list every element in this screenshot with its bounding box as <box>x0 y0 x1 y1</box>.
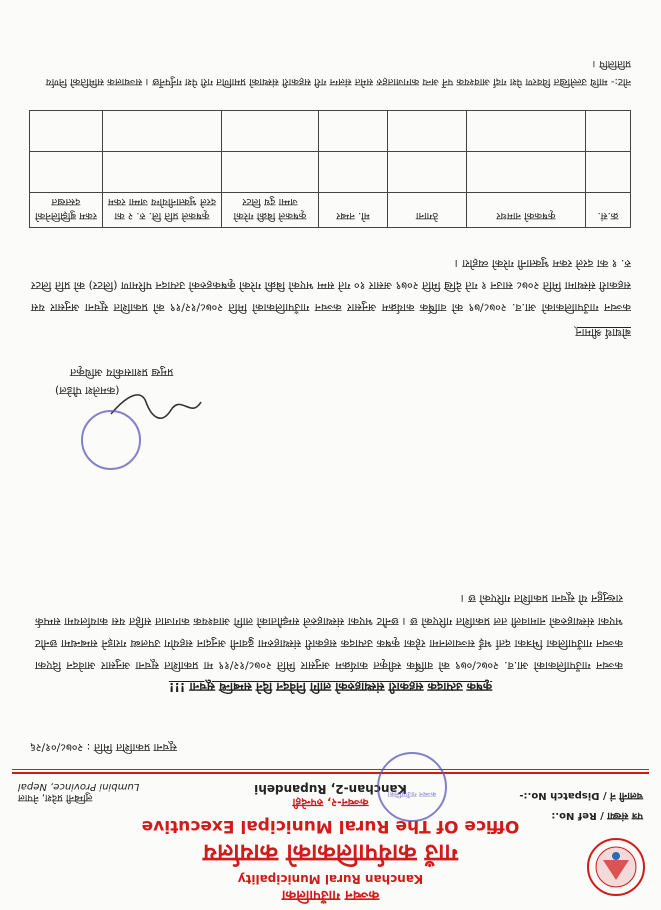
header-divider <box>12 772 649 774</box>
table-cell <box>586 111 631 152</box>
table-cell <box>319 152 388 193</box>
table-header: कृषकले प्रति लि. रु. २ का दरले भुक्तानीयोग्य जम्मा रकम <box>103 193 222 228</box>
table-cell <box>467 111 586 152</box>
table-cell <box>222 111 319 152</box>
table-cell <box>388 111 467 152</box>
table-header: मो. नम्बर <box>319 193 388 228</box>
stamp-text: कञ्चन गाउँपालिका <box>387 790 437 798</box>
table-cell <box>467 152 586 193</box>
signatory-designation: प्रमुख प्रशासकीय अधिकृत <box>70 366 174 379</box>
table-header: कृषकको नामथर <box>467 193 586 228</box>
table-cell <box>319 111 388 152</box>
table-row <box>30 152 631 193</box>
notice-body: कञ्चन गाउँपालिकाको आ.व. २०७८/०७९ को वार्षिक स्वीकृत कार्यक्रम अनुसार मिति २०७८/१२/१९ मा प्रकाशित सूचना अनुसार आवेदन दिएका कञ्चन गाउँपालिका भित्रका दर्ता भई सञ्चालनमा रहेका कृषक उत्पादक सहकारी संस्थाहरुमा ढुवानी अनुदान सहयोग उपलब्ध गराइने सम्बन्धमा छनौट भएका संस्थाहरुको नामावली तल प्रकाशित गरिएको छ । छनौट भएका संस्थाहरुले सम्झौताको लागि आवश्यक कागजात सहित यस कार्यालयमा सम्पर्क राख्नुहुन यो सूचना प्रकाशित गरिएको छ । <box>35 592 623 672</box>
table-cell <box>388 152 467 193</box>
cc-body: कञ्चन गाउँपालिकाको आ.व. २०७८/७९ को वार्षिक कार्यक्रम अनुसार कञ्चन गाउँपालिकाको मिति २०७८/१२/१९ को प्रकाशित सूचना अनुसार यस सहकारी संस्थामा मिति २०७८ साउन १ गते देखि मिति २०७९ असार १० गते सम्म भएको बिक्री गरेको कृषकहरुको उत्पादन परिमाण (लिटर) को प्रति लिटर रु. १ का दरले रकम भुक्तानी गरेको व्यहोरा । <box>31 256 631 314</box>
farmer-table <box>29 110 631 228</box>
table-cell <box>103 111 222 152</box>
table-cell <box>103 152 222 193</box>
notice-title: कृषक उत्पादक सहकारी संस्थाहरुको लागि निवेदन दिने सम्बन्धि सूचना !!! <box>168 680 493 694</box>
table-header: कृषकले बिक्री गरेको जम्मा दुध लिटर <box>222 193 319 228</box>
address-np: कञ्चन-२, रुपन्देही <box>292 796 369 809</box>
cc-label: बोधार्थ श्रीमान् <box>575 326 631 339</box>
office-name-np: गाउँ कार्यपालिकाको कार्यालय <box>203 839 458 867</box>
table-row <box>30 111 631 152</box>
table-cell <box>222 152 319 193</box>
footnote: नोट:- माथि उल्लेखित विवरण पेश गर्दा आवश्यक पर्ने अन्य कागजातहरु समेत संलग्न गरी सहकारी संस्थाको प्रमाणित गरी पेश गर्नुपर्नेछ । सञ्चालक समितिको निर्णय प्रतिलिपि । <box>45 58 631 87</box>
province-en: Lumbini Province, Nepal <box>18 781 140 792</box>
table-header: रकम बुझिलिनेको दस्तखत <box>30 193 103 228</box>
notice-date: सूचना प्रकाशित मिति : २०७८/०१/२६ <box>30 741 177 754</box>
municipality-name-en: Kanchan Rural Municipality <box>237 872 424 886</box>
table-header: ठेगाना <box>388 193 467 228</box>
office-stamp <box>377 752 447 822</box>
table-header: क्र.सं. <box>586 193 631 228</box>
municipality-name-np: कञ्चन गाउँपालिका <box>281 887 380 903</box>
header-divider-thin <box>12 769 649 770</box>
approval-stamp <box>81 410 141 470</box>
dispatch-number-label: चलानी नं / Dispatch No.:- <box>519 790 643 801</box>
table-cell <box>30 111 103 152</box>
office-name-en: Office Of The Rural Municipal Executive <box>141 816 520 836</box>
province-np: लुम्बिनी प्रदेश, नेपाल <box>18 792 93 803</box>
address-en: Kanchan-2, Rupandehi <box>254 782 407 796</box>
table-cell <box>30 152 103 193</box>
ref-number-label: पत्र संख्या / Ref No.: <box>551 810 643 821</box>
signatory-name: (कमलेश पौडेल) <box>55 384 120 397</box>
table-cell <box>586 152 631 193</box>
table-header-row <box>30 193 631 228</box>
